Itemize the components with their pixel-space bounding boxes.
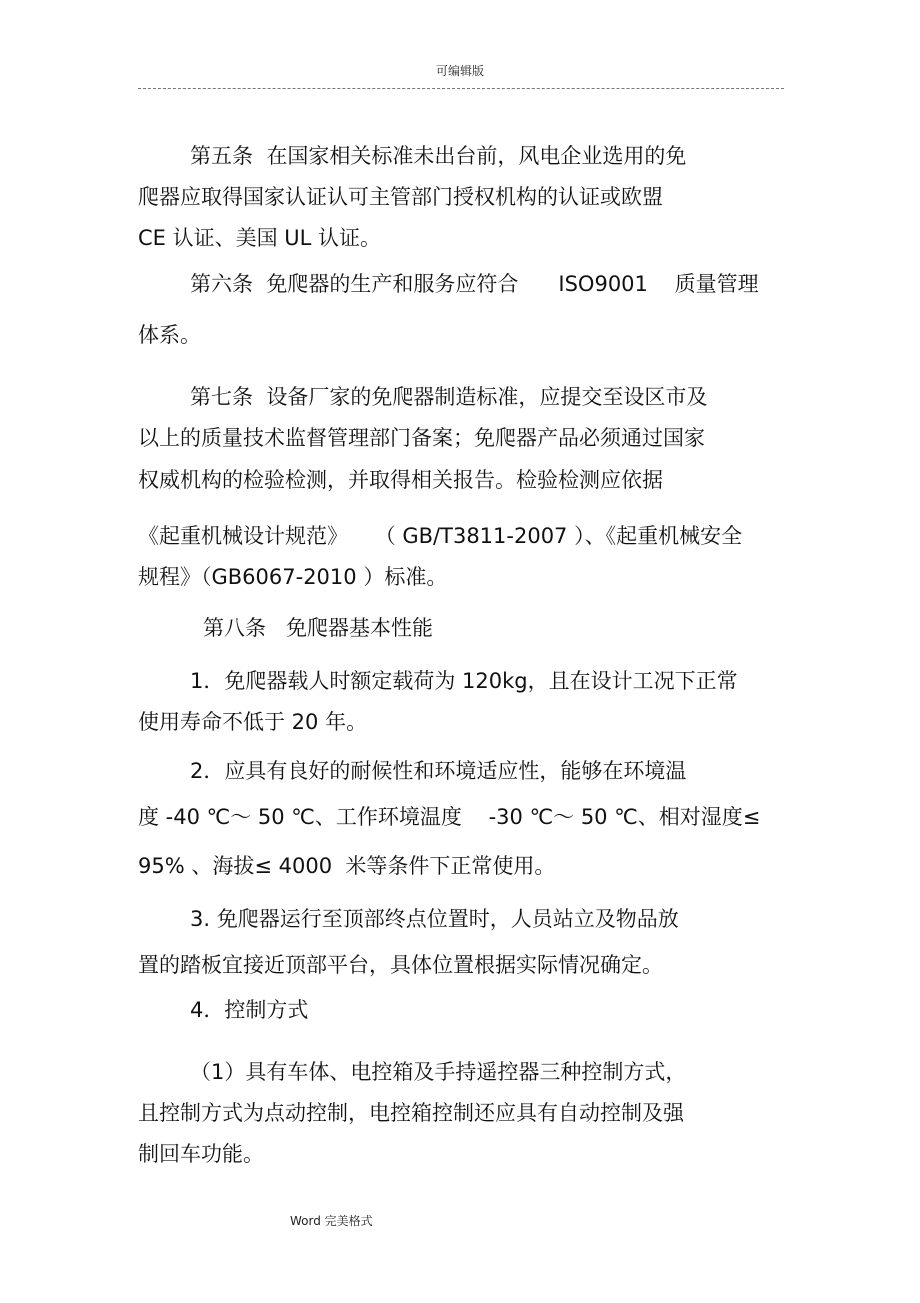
article-6-line-1: 第六条 免爬器的生产和服务应符合 ISO9001 质量管理 (190, 272, 759, 296)
page-header: 可编辑版 (435, 64, 484, 78)
item-2-line-1: 2．应具有良好的耐候性和环境适应性，能够在环境温 (190, 759, 687, 783)
item-4-1-line-3: 制回车功能。 (138, 1142, 264, 1166)
item-1-line-2: 使用寿命不低于 20 年。 (138, 710, 368, 734)
item-4-1-line-1: （1）具有车体、电控箱及手持遥控器三种控制方式， (190, 1060, 687, 1084)
item-4-1-line-2: 且控制方式为点动控制，电控箱控制还应具有自动控制及强 (138, 1101, 684, 1125)
item-2-line-3: 95% 、海拔≤ 4000 米等条件下正常使用。 (138, 854, 556, 878)
article-7-line-1: 第七条 设备厂家的免爬器制造标准，应提交至设区市及 (190, 385, 708, 409)
header-divider (138, 88, 784, 89)
article-5-line-1: 第五条 在国家相关标准未出台前，风电企业选用的免 (190, 144, 687, 168)
article-7-line-3: 权威机构的检验检测，并取得相关报告。检验检测应依据 (138, 468, 663, 492)
article-8-heading: 第八条 免爬器基本性能 (203, 616, 434, 640)
article-7-line-5: 规程》（GB6067-2010 ）标准。 (138, 565, 448, 589)
item-4-heading: 4．控制方式 (190, 998, 309, 1022)
item-1-line-1: 1．免爬器载人时额定载荷为 120kg，且在设计工况下正常 (190, 669, 738, 693)
article-7-line-2: 以上的质量技术监督管理部门备案；免爬器产品必须通过国家 (138, 426, 705, 450)
page-footer: Word 完美格式 (290, 1214, 373, 1228)
article-5-line-3: CE 认证、美国 UL 认证。 (138, 226, 382, 250)
item-3-line-2: 置的踏板宜接近顶部平台，具体位置根据实际情况确定。 (138, 953, 663, 977)
item-3-line-1: 3. 免爬器运行至顶部终点位置时，人员站立及物品放 (190, 907, 679, 931)
article-6-line-2: 体系。 (138, 323, 201, 347)
item-2-line-2: 度 -40 ℃～ 50 ℃、工作环境温度 -30 ℃～ 50 ℃、相对湿度≤ (138, 805, 761, 829)
article-7-line-4: 《起重机械设计规范》 （ GB/T3811-2007 ）、《起重机械安全 (138, 524, 743, 548)
article-5-line-2: 爬器应取得国家认证认可主管部门授权机构的认证或欧盟 (138, 185, 663, 209)
